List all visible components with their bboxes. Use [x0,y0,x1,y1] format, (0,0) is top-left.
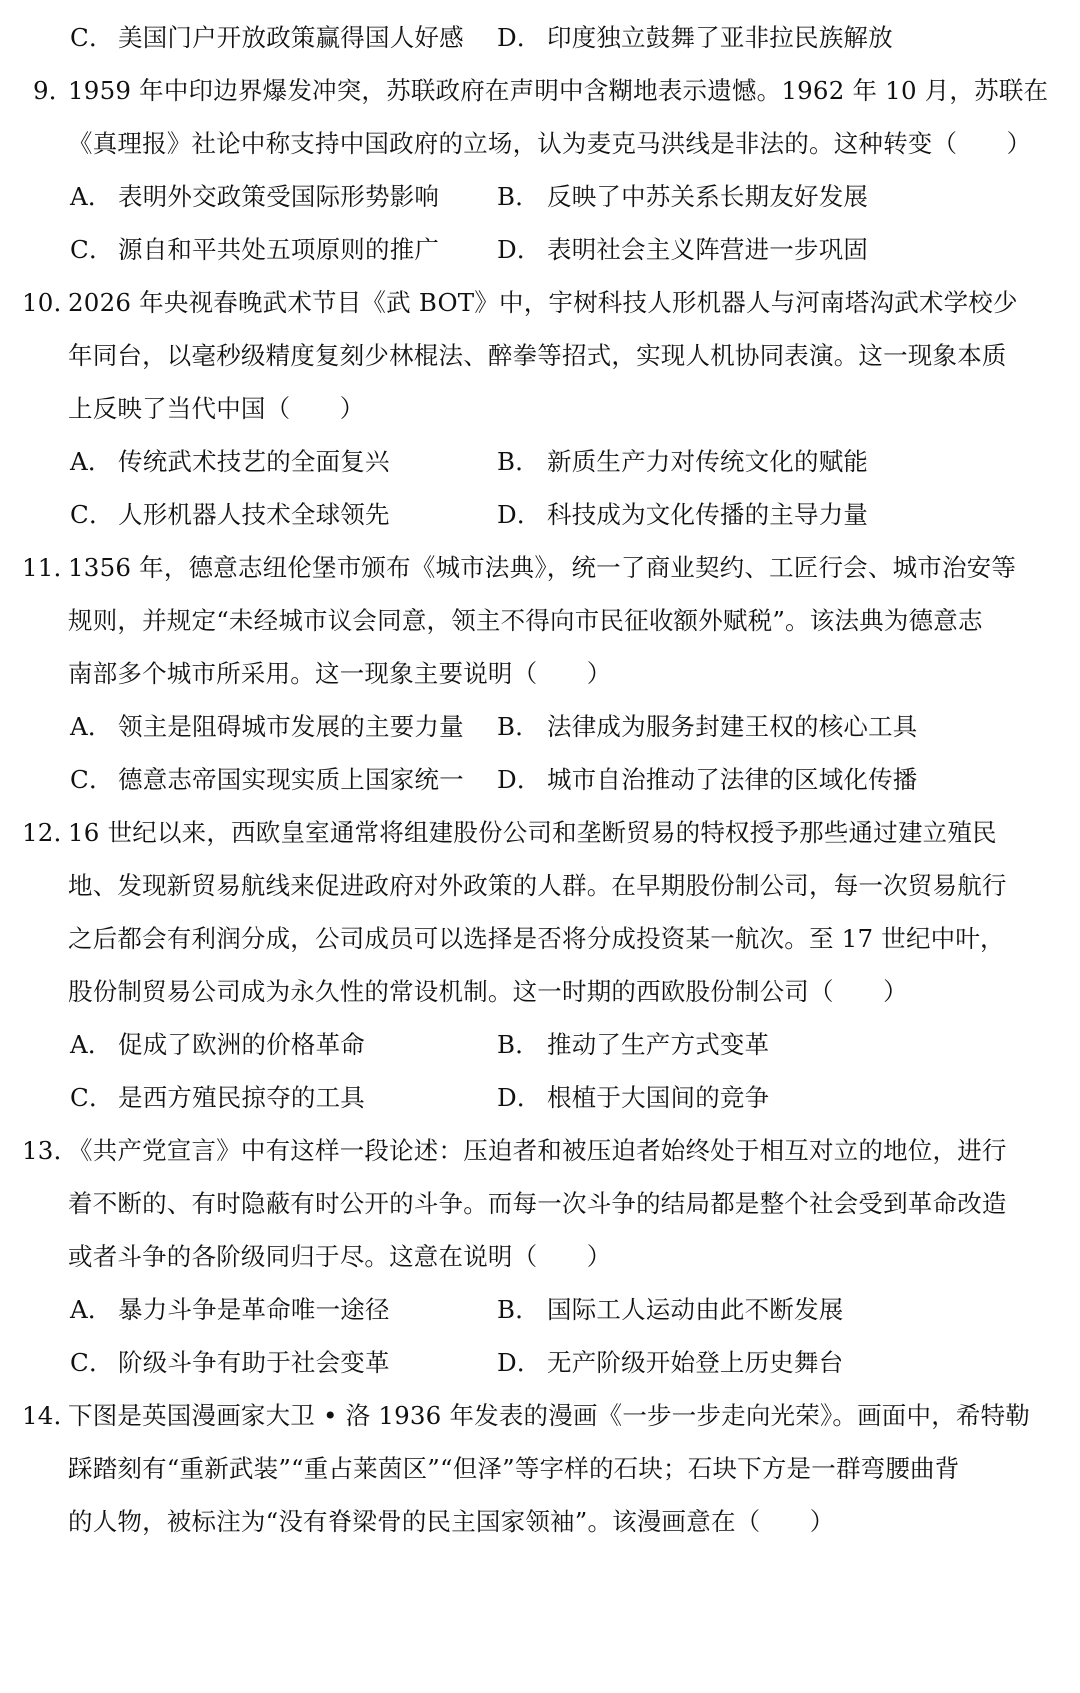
option-letter-d: D． [497,1083,542,1112]
question-9-text: 《真理报》社论中称支持中国政府的立场，认为麦克马洪线是非法的。这种转变（ ） [68,129,1032,158]
question-13-number: 13． [22,1136,79,1165]
question-13-text: 《共产党宣言》中有这样一段论述：压迫者和被压迫者始终处于相互对立的地位，进行 [68,1136,1007,1165]
option-letter-a: A． [70,182,113,211]
option-letter-b: B． [497,1030,540,1059]
question-10-text: 2026 年央视春晚武术节目《武 BOT》中，宇树科技人形机器人与河南塔沟武术学校少 [68,288,1018,317]
option-letter-a: A． [70,712,113,741]
question-12-number: 12． [22,818,79,847]
option-letter-c: C． [70,235,114,264]
option-letter-a: A． [70,1295,113,1324]
question-10-text: 上反映了当代中国（ ） [68,394,365,423]
option-letter-d: D． [497,500,542,529]
option-text-d: 科技成为文化传播的主导力量 [547,500,869,529]
question-12-text: 16 世纪以来，西欧皇室通常将组建股份公司和垄断贸易的特权授予那些通过建立殖民 [68,818,997,847]
question-11-number: 11． [22,553,79,582]
question-13-text: 着不断的、有时隐蔽有时公开的斗争。而每一次斗争的结局都是整个社会受到革命改造 [68,1189,1007,1218]
question-11-text: 南部多个城市所采用。这一现象主要说明（ ） [68,659,612,688]
question-9-number: 9． [33,76,74,105]
option-text-b: 反映了中苏关系长期友好发展 [547,182,869,211]
option-text-c: 人形机器人技术全球领先 [118,500,390,529]
option-letter-b: B． [497,1295,540,1324]
option-letter-a: A． [70,447,113,476]
option-text-a: 促成了欧洲的价格革命 [118,1030,365,1059]
option-letter-c: C． [70,23,114,52]
option-letter-d: D． [497,1348,542,1377]
option-text-b: 新质生产力对传统文化的赋能 [547,447,869,476]
option-text-c: 源自和平共处五项原则的推广 [118,235,440,264]
option-text-b: 法律成为服务封建王权的核心工具 [547,712,918,741]
option-letter-d: D． [497,23,542,52]
option-letter-c: C． [70,1348,114,1377]
option-text-c: 阶级斗争有助于社会变革 [118,1348,390,1377]
option-letter-a: A． [70,1030,113,1059]
option-text-a: 领主是阻碍城市发展的主要力量 [118,712,464,741]
question-12-text: 地、发现新贸易航线来促进政府对外政策的人群。在早期股份制公司，每一次贸易航行 [68,871,1007,900]
option-text-d: 印度独立鼓舞了亚非拉民族解放 [547,23,893,52]
option-text-d: 根植于大国间的竞争 [547,1083,770,1112]
option-text-c: 美国门户开放政策赢得国人好感 [118,23,464,52]
option-letter-c: C． [70,500,114,529]
option-letter-b: B． [497,447,540,476]
option-text-c: 是西方殖民掠夺的工具 [118,1083,365,1112]
question-13-text: 或者斗争的各阶级同归于尽。这意在说明（ ） [68,1242,612,1271]
option-text-d: 无产阶级开始登上历史舞台 [547,1348,844,1377]
question-12-text: 股份制贸易公司成为永久性的常设机制。这一时期的西欧股份制公司（ ） [68,977,908,1006]
question-11-text: 1356 年，德意志纽伦堡市颁布《城市法典》，统一了商业契约、工匠行会、城市治安等 [68,553,1017,582]
question-12-text: 之后都会有利润分成，公司成员可以选择是否将分成投资某一航次。至 17 世纪中叶， [68,924,1005,953]
question-14-text: 踩踏刻有“重新武装”“重占莱茵区”“但泽”等字样的石块；石块下方是一群弯腰曲背 [68,1454,960,1483]
option-text-a: 表明外交政策受国际形势影响 [118,182,440,211]
question-14-text: 下图是英国漫画家大卫 • 洛 1936 年发表的漫画《一步一步走向光荣》。画面中，希特勒 [68,1401,1030,1430]
question-11-text: 规则，并规定“未经城市议会同意，领主不得向市民征收额外赋税”。该法典为德意志 [68,606,983,635]
question-14-text: 的人物，被标注为“没有脊梁骨的民主国家领袖”。该漫画意在（ ） [68,1507,835,1536]
option-text-a: 传统武术技艺的全面复兴 [118,447,390,476]
option-letter-b: B． [497,712,540,741]
option-text-c: 德意志帝国实现实质上国家统一 [118,765,464,794]
option-letter-c: C． [70,1083,114,1112]
question-9-text: 1959 年中印边界爆发冲突，苏联政府在声明中含糊地表示遗憾。1962 年 10 月，苏联在 [68,76,1049,105]
option-text-b: 推动了生产方式变革 [547,1030,770,1059]
option-text-d: 城市自治推动了法律的区域化传播 [547,765,918,794]
option-letter-d: D． [497,765,542,794]
question-10-text: 年同台，以毫秒级精度复刻少林棍法、醉拳等招式，实现人机协同表演。这一现象本质 [68,341,1007,370]
option-letter-b: B． [497,182,540,211]
option-text-d: 表明社会主义阵营进一步巩固 [547,235,869,264]
option-letter-d: D． [497,235,542,264]
question-14-number: 14． [22,1401,79,1430]
option-text-a: 暴力斗争是革命唯一途径 [118,1295,390,1324]
option-letter-c: C． [70,765,114,794]
option-text-b: 国际工人运动由此不断发展 [547,1295,844,1324]
question-10-number: 10． [22,288,79,317]
